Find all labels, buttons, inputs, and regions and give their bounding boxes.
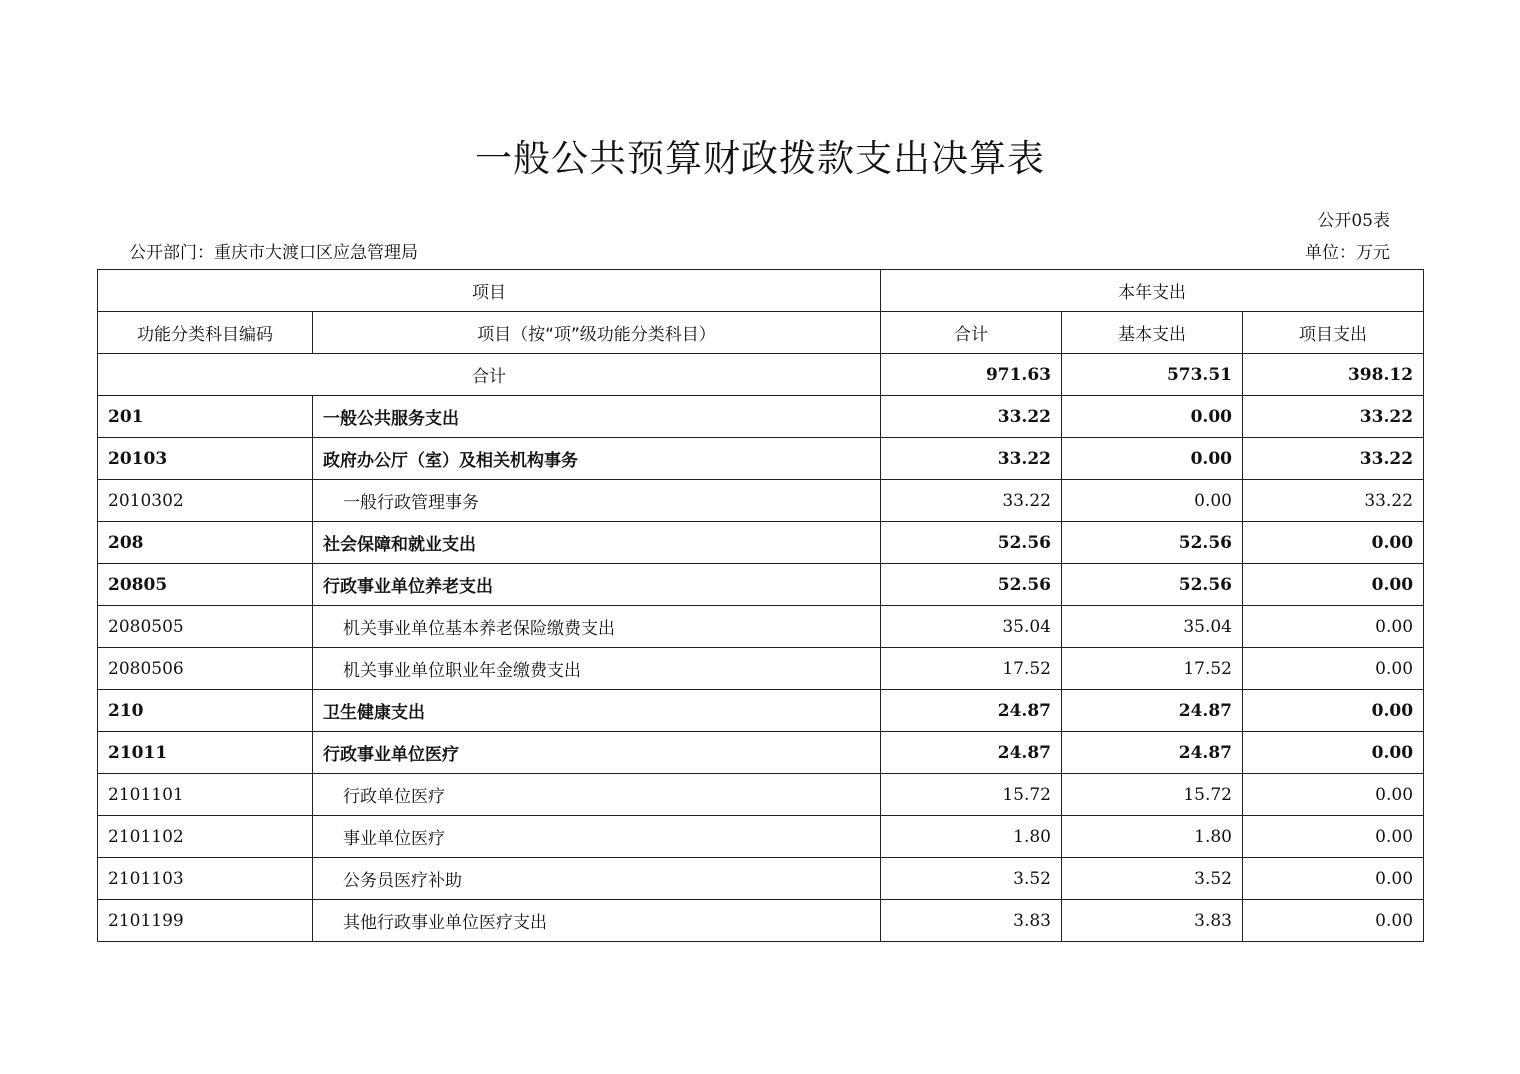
- row-name: 行政事业单位养老支出: [313, 564, 881, 606]
- total-project: 398.12: [1243, 354, 1424, 396]
- row-code: 2010302: [98, 480, 313, 522]
- row-code: 20805: [98, 564, 313, 606]
- header-row-2: [98, 312, 1424, 354]
- row-basic: 52.56: [1062, 564, 1243, 606]
- row-total: 33.22: [881, 438, 1062, 480]
- table-row: [98, 774, 1424, 816]
- table-row: [98, 690, 1424, 732]
- table-row: [98, 648, 1424, 690]
- row-name: 卫生健康支出: [313, 690, 881, 732]
- table-row: [98, 732, 1424, 774]
- row-project: 0.00: [1243, 774, 1424, 816]
- total-label: 合计: [98, 354, 881, 396]
- header-code: 功能分类科目编码: [98, 312, 313, 354]
- row-basic: 52.56: [1062, 522, 1243, 564]
- header-current-year: 本年支出: [881, 270, 1424, 312]
- row-code: 2101102: [98, 816, 313, 858]
- row-project: 33.22: [1243, 480, 1424, 522]
- row-name: 事业单位医疗: [313, 816, 881, 858]
- table-row: [98, 522, 1424, 564]
- header-row-1: [98, 270, 1424, 312]
- table-number: 公开05表: [1317, 211, 1390, 231]
- table-row: [98, 438, 1424, 480]
- header-project: 项目: [98, 270, 881, 312]
- table-row: [98, 900, 1424, 942]
- row-code: 2080505: [98, 606, 313, 648]
- row-basic: 3.52: [1062, 858, 1243, 900]
- row-total: 15.72: [881, 774, 1062, 816]
- row-project: 0.00: [1243, 564, 1424, 606]
- department-label: 公开部门：重庆市大渡口区应急管理局: [129, 243, 418, 263]
- row-basic: 15.72: [1062, 774, 1243, 816]
- row-name: 行政事业单位医疗: [313, 732, 881, 774]
- row-project: 0.00: [1243, 690, 1424, 732]
- row-basic: 0.00: [1062, 480, 1243, 522]
- row-name: 一般公共服务支出: [313, 396, 881, 438]
- row-project: 0.00: [1243, 858, 1424, 900]
- row-total: 35.04: [881, 606, 1062, 648]
- budget-table: [97, 269, 1424, 942]
- row-basic: 0.00: [1062, 396, 1243, 438]
- total-row: [98, 354, 1424, 396]
- row-total: 24.87: [881, 732, 1062, 774]
- row-name: 其他行政事业单位医疗支出: [313, 900, 881, 942]
- row-code: 20103: [98, 438, 313, 480]
- row-total: 52.56: [881, 522, 1062, 564]
- row-name: 社会保障和就业支出: [313, 522, 881, 564]
- row-basic: 17.52: [1062, 648, 1243, 690]
- row-code: 210: [98, 690, 313, 732]
- row-total: 3.83: [881, 900, 1062, 942]
- row-code: 208: [98, 522, 313, 564]
- row-code: 2101103: [98, 858, 313, 900]
- row-total: 17.52: [881, 648, 1062, 690]
- header-basic: 基本支出: [1062, 312, 1243, 354]
- table-row: [98, 396, 1424, 438]
- row-total: 1.80: [881, 816, 1062, 858]
- row-project: 0.00: [1243, 732, 1424, 774]
- row-total: 24.87: [881, 690, 1062, 732]
- row-project: 33.22: [1243, 396, 1424, 438]
- row-basic: 24.87: [1062, 690, 1243, 732]
- header-project-expense: 项目支出: [1243, 312, 1424, 354]
- row-basic: 0.00: [1062, 438, 1243, 480]
- row-project: 0.00: [1243, 606, 1424, 648]
- table-row: [98, 858, 1424, 900]
- table-row: [98, 480, 1424, 522]
- total-basic: 573.51: [1062, 354, 1243, 396]
- row-name: 政府办公厅（室）及相关机构事务: [313, 438, 881, 480]
- row-project: 33.22: [1243, 438, 1424, 480]
- row-name: 行政单位医疗: [313, 774, 881, 816]
- table-row: [98, 564, 1424, 606]
- row-name: 一般行政管理事务: [313, 480, 881, 522]
- table-row: [98, 606, 1424, 648]
- total-sum: 971.63: [881, 354, 1062, 396]
- header-total: 合计: [881, 312, 1062, 354]
- row-name: 机关事业单位基本养老保险缴费支出: [313, 606, 881, 648]
- row-total: 3.52: [881, 858, 1062, 900]
- row-code: 201: [98, 396, 313, 438]
- row-code: 2080506: [98, 648, 313, 690]
- unit-label: 单位：万元: [1305, 243, 1390, 263]
- row-code: 2101199: [98, 900, 313, 942]
- row-project: 0.00: [1243, 900, 1424, 942]
- page-title: 一般公共预算财政拨款支出决算表: [475, 137, 1045, 180]
- row-basic: 1.80: [1062, 816, 1243, 858]
- row-name: 机关事业单位职业年金缴费支出: [313, 648, 881, 690]
- row-basic: 24.87: [1062, 732, 1243, 774]
- table-row: [98, 816, 1424, 858]
- row-basic: 3.83: [1062, 900, 1243, 942]
- row-basic: 35.04: [1062, 606, 1243, 648]
- header-item: 项目（按“项”级功能分类科目）: [313, 312, 881, 354]
- row-code: 2101101: [98, 774, 313, 816]
- row-project: 0.00: [1243, 816, 1424, 858]
- row-project: 0.00: [1243, 648, 1424, 690]
- row-total: 52.56: [881, 564, 1062, 606]
- row-code: 21011: [98, 732, 313, 774]
- row-name: 公务员医疗补助: [313, 858, 881, 900]
- row-total: 33.22: [881, 480, 1062, 522]
- row-project: 0.00: [1243, 522, 1424, 564]
- row-total: 33.22: [881, 396, 1062, 438]
